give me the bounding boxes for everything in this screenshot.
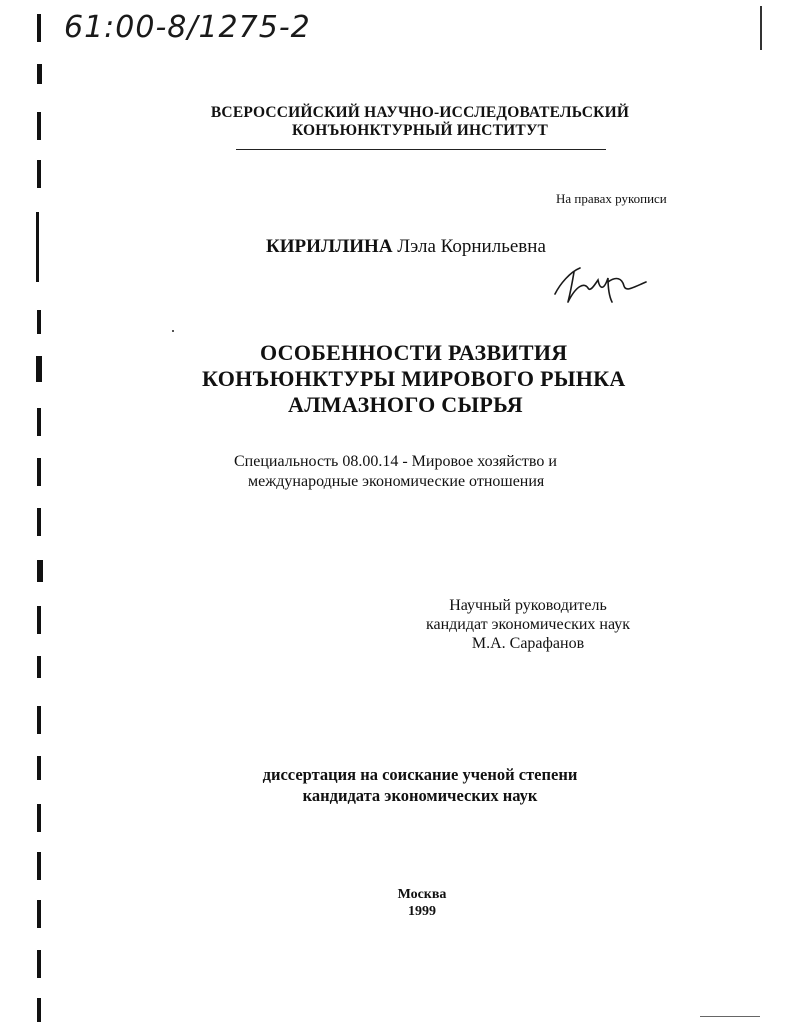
dissertation-title	[196, 340, 656, 418]
signature	[550, 258, 650, 308]
institute-line-1: ВСЕРОССИЙСКИЙ НАУЧНО-ИССЛЕДОВАТЕЛЬСКИЙ	[210, 104, 630, 121]
author-surname: КИРИЛЛИНА	[266, 236, 393, 257]
author-name	[266, 236, 546, 258]
header-rule	[236, 149, 606, 150]
speck	[172, 330, 174, 332]
bottom-scan-mark	[700, 1016, 760, 1017]
title-line-2: КОНЪЮНКТУРЫ МИРОВОГО РЫНКА	[202, 366, 626, 391]
archive-code: 61:00-8/1275-2	[64, 10, 311, 45]
city: Москва	[397, 887, 447, 902]
place-and-year	[372, 886, 472, 920]
specialty-line-2: международные экономические отношения	[248, 473, 545, 490]
right-edge-mark	[760, 6, 762, 50]
title-line-1: ОСОБЕННОСТИ РАЗВИТИЯ	[260, 340, 568, 365]
specialty-line-1: Специальность 08.00.14 - Мировое хозяйство и	[234, 453, 557, 470]
author-given-names: Лэла Корнильевна	[397, 236, 546, 257]
dissertation-line-2: кандидата экономических наук	[302, 786, 538, 805]
institute-line-2: КОНЪЮНКТУРНЫЙ ИНСТИТУТ	[291, 122, 549, 139]
institute-name	[180, 104, 660, 140]
advisor-role: Научный руководитель	[449, 597, 607, 614]
manuscript-note: На правах рукописи	[556, 191, 667, 206]
advisor-name: М.А. Сарафанов	[471, 635, 585, 652]
scientific-advisor	[398, 596, 658, 653]
advisor-degree: кандидат экономических наук	[425, 616, 631, 633]
year: 1999	[408, 904, 436, 919]
dissertation-line-1: диссертация на соискание ученой степени	[262, 765, 578, 784]
title-line-3: АЛМАЗНОГО СЫРЬЯ	[288, 392, 523, 417]
specialty	[200, 452, 640, 492]
dissertation-note	[220, 764, 620, 806]
